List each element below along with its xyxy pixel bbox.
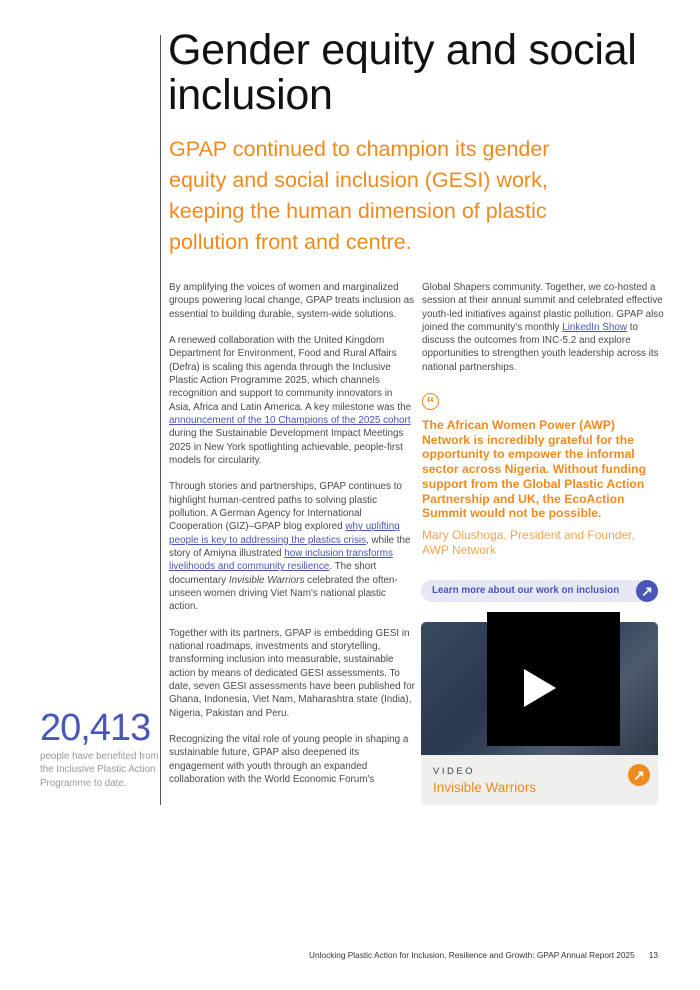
divider bbox=[160, 35, 161, 805]
paragraph bbox=[422, 281, 668, 374]
text: celebrated the often-unseen women driving Viet Nam's national plastic action. bbox=[169, 574, 398, 613]
footer bbox=[309, 950, 658, 960]
arrow-up-right-icon: ↗ bbox=[636, 580, 658, 602]
amiyna-story-link[interactable]: how inclusion transforms livelihoods and community resilience bbox=[169, 547, 393, 573]
learn-more-label: Learn more about our work on inclusion bbox=[432, 585, 620, 596]
page-subtitle: GPAP continued to champion its gender equity and social inclusion (GESI) work, keeping the human dimension of plastic pollution front and centre. bbox=[169, 137, 550, 254]
body-column-2 bbox=[422, 281, 668, 387]
text: A renewed collaboration with the United Kingdom Department for Environment, Food and Rural Affairs (Defra) is scaling this agenda through the Inclusive Plastic Action Programme 2025, which channels recognition and support to community innovators in Asia, Africa and Latin America. A key milestone was the bbox=[169, 335, 412, 413]
report-name: GPAP Annual Report 2025 bbox=[534, 950, 635, 960]
video-label: VIDEO bbox=[433, 766, 476, 777]
quote-attribution: Mary Olushoga, President and Founder, AWP Network bbox=[422, 528, 635, 557]
play-icon[interactable] bbox=[524, 669, 556, 707]
paragraph: Together with its partners, GPAP is embedding GESI in national roadmaps, investments and storytelling, transforming inclusion into measurable, sustainable action by means of dedicated GESI assessments. To date, seven GESI assessments have been published for Ghana, Indonesia, Viet Nam, Maharashtra state (India), Nigeria, Pakistan and Peru. bbox=[169, 627, 415, 719]
paragraph bbox=[169, 334, 415, 467]
champions-link[interactable]: announcement of the 10 Champions of the 2025 cohort bbox=[169, 414, 411, 426]
text: to discuss the outcomes from INC-5.2 and explore opportunities to strengthen youth leadership across its national partnerships. bbox=[422, 321, 659, 373]
quote-text: The African Women Power (AWP) Network is incredibly grateful for the opportunity to empower the informal sector across Nigeria. Without funding support from the Global Plastic Action Partnership and UK, the EcoAction Summit would not be possible. bbox=[422, 418, 647, 521]
quote-icon: “ bbox=[422, 393, 439, 410]
text: , while the story of Amiyna illustrated bbox=[169, 534, 411, 559]
text: Through stories and partnerships, GPAP continues to highlight human-centred paths to solving plastic pollution. A German Agency for International Cooperation (GIZ)–GPAP blog explored bbox=[169, 481, 402, 533]
video-title: Invisible Warriors bbox=[433, 780, 537, 795]
paragraph: Recognizing the vital role of young people in shaping a sustainable future, GPAP also deepened its engagement with youth through an expanded collaboration with the World Economic Forum's bbox=[169, 734, 409, 785]
stat-callout bbox=[40, 706, 160, 790]
stat-label: people have benefited from the Inclusive Plastic Action Programme to date. bbox=[40, 751, 159, 789]
giz-blog-link[interactable]: why uplifting people is key to addressing the plastics crisis bbox=[169, 521, 400, 546]
page-number: 13 bbox=[648, 950, 658, 960]
page-title: Gender equity and social inclusion bbox=[168, 26, 637, 119]
learn-more-button[interactable] bbox=[421, 580, 658, 602]
body-column-1 bbox=[169, 281, 415, 800]
paragraph: By amplifying the voices of women and marginalized groups powering local change, GPAP treats inclusion as essential to building durable, system-wide solutions. bbox=[169, 282, 415, 320]
text: during the Sustainable Development Impact Meetings 2025 in New York spotlighting achievable, people-first models for circularity. bbox=[169, 428, 404, 466]
text: . The short documentary bbox=[169, 561, 377, 586]
stat-number: 20,413 bbox=[40, 707, 151, 749]
arrow-up-right-icon[interactable]: ↗ bbox=[628, 764, 650, 786]
report-title: Unlocking Plastic Action for Inclusion, Resilience and Growth: bbox=[309, 950, 535, 960]
paragraph bbox=[169, 480, 415, 613]
documentary-title: Invisible Warriors bbox=[228, 574, 305, 586]
linkedin-show-link[interactable]: LinkedIn Show bbox=[562, 321, 627, 333]
text: Global Shapers community. Together, we co-hosted a session at their annual summit and celebrated effective youth-led initiatives against plastic pollution. GPAP also joined the community's monthly bbox=[422, 282, 664, 333]
